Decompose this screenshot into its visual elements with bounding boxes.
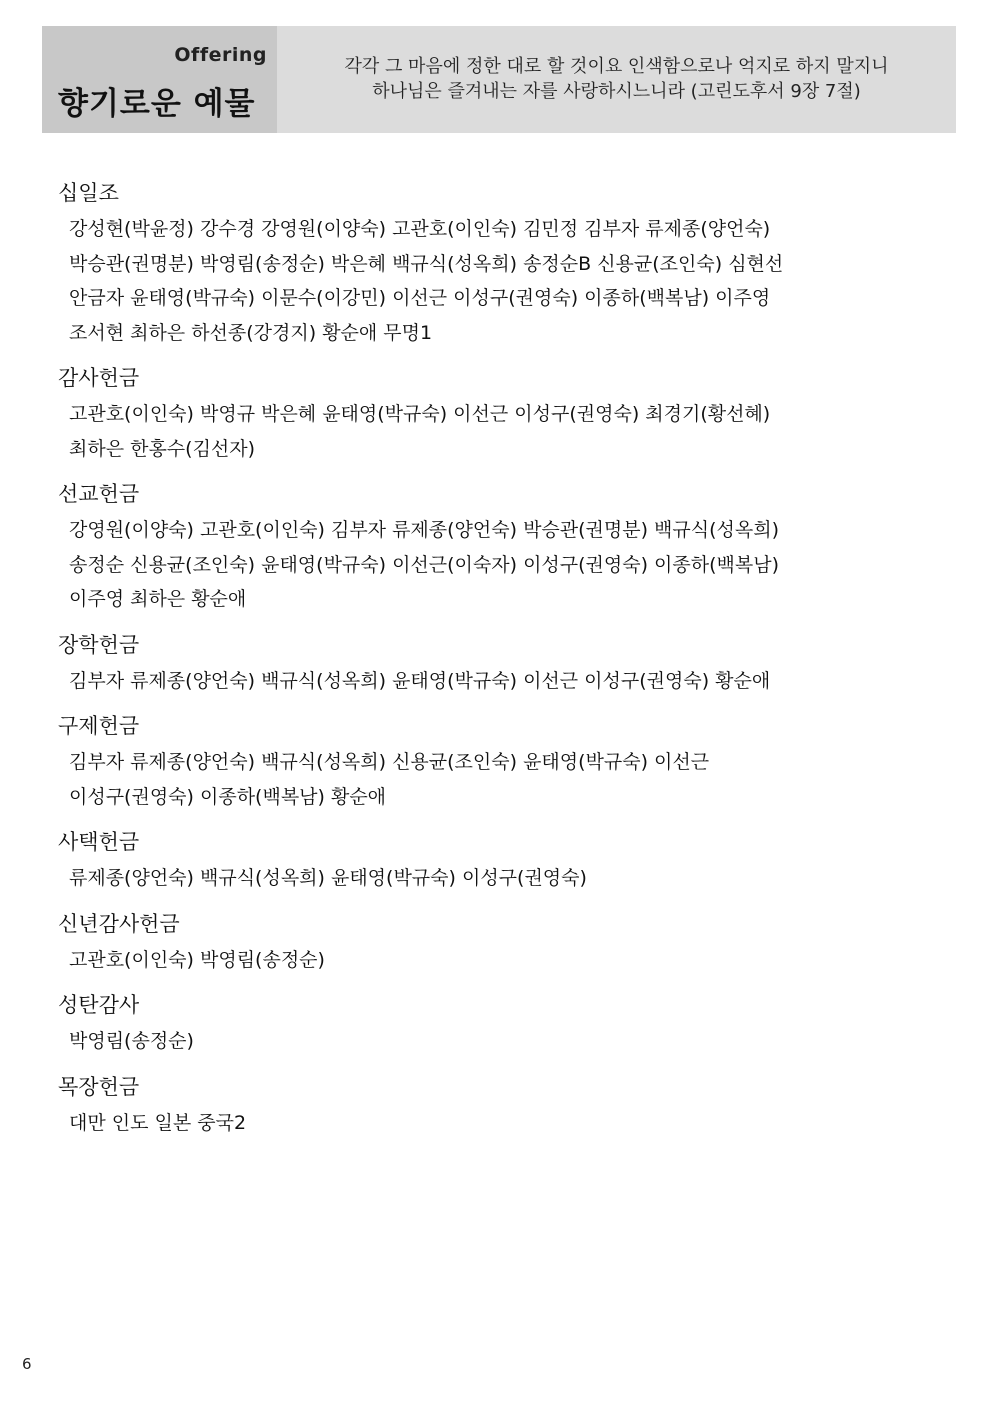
section-christmas-thanksgiving bbox=[58, 990, 938, 1059]
section-title: 성탄감사 bbox=[58, 993, 140, 1017]
section-names: 김부자 류제종(양언숙) 백규식(성옥희) 윤태영(박규숙) 이선근 이성구(권영숙) 황순애 bbox=[69, 669, 771, 692]
section-tithe bbox=[58, 178, 938, 350]
verse-line-1: 각각 그 마음에 정한 대로 할 것이요 인색함으로나 억지로 하지 말지니 bbox=[344, 56, 889, 77]
header-title-box bbox=[42, 26, 277, 133]
section-names: 류제종(양언숙) 백규식(성옥희) 윤태영(박규숙) 이성구(권영숙) bbox=[69, 867, 587, 889]
section-title: 사택헌금 bbox=[58, 830, 140, 854]
header-korean-title: 향기로운 예물 bbox=[58, 86, 256, 122]
section-names: 강영원(이양숙) 고관호(이인숙) 김부자 류제종(양언숙) 박승관(권명분) 백규식(성옥희) 송정순 신용균(조인숙) 윤태영(박규숙) 이선근(이숙자) 이성구(권영숙) 이종하(백복남) 이주영 최하은 황순애 bbox=[69, 519, 780, 610]
section-title: 장학헌금 bbox=[58, 632, 140, 657]
offering-header bbox=[42, 26, 956, 133]
section-names: 김부자 류제종(양언숙) 백규식(성옥희) 신용균(조인숙) 윤태영(박규숙) 이선근 이성구(권영숙) 이종하(백복남) 황순애 bbox=[69, 751, 710, 808]
section-names: 대만 인도 일본 중국2 bbox=[69, 1111, 247, 1134]
section-title: 목장헌금 bbox=[58, 1074, 140, 1099]
section-new-year-thanksgiving bbox=[58, 909, 938, 978]
verse-line-2: 하나님은 즐겨내는 자를 사랑하시느니라 (고린도후서 9장 7절) bbox=[372, 81, 861, 102]
section-names: 박영림(송정순) bbox=[69, 1030, 194, 1052]
offering-sections bbox=[58, 178, 938, 1153]
section-title: 구제헌금 bbox=[58, 714, 140, 738]
section-title: 십일조 bbox=[58, 181, 119, 205]
header-english-title: Offering bbox=[174, 44, 267, 66]
section-scholarship bbox=[58, 630, 938, 699]
section-title: 선교헌금 bbox=[58, 482, 140, 506]
section-title: 감사헌금 bbox=[58, 366, 140, 390]
section-relief bbox=[58, 711, 938, 814]
section-cell-group bbox=[58, 1072, 938, 1141]
section-title: 신년감사헌금 bbox=[58, 911, 180, 936]
section-names: 강성현(박윤정) 강수경 강영원(이양숙) 고관호(이인숙) 김민정 김부자 류제종(양언숙) 박승관(권명분) 박영림(송정순) 박은혜 백규식(성옥희) 송정순B 신용균(조인숙) 심현선 안금자 윤태영(박규숙) 이문수(이강민) 이선근 이성구(권영숙) 이종하(백복남) 이주영 조서현 최하은 하선종(강경지) 황순애 무명1 bbox=[69, 218, 784, 344]
section-names: 고관호(이인숙) 박영규 박은혜 윤태영(박규숙) 이선근 이성구(권영숙) 최경기(황선혜) 최하은 한홍수(김선자) bbox=[69, 403, 771, 460]
header-verse bbox=[277, 54, 956, 104]
page-number: 6 bbox=[22, 1355, 32, 1373]
section-mission bbox=[58, 479, 938, 617]
section-parsonage bbox=[58, 827, 938, 896]
section-names: 고관호(이인숙) 박영림(송정순) bbox=[69, 948, 325, 971]
section-thanksgiving bbox=[58, 363, 938, 466]
